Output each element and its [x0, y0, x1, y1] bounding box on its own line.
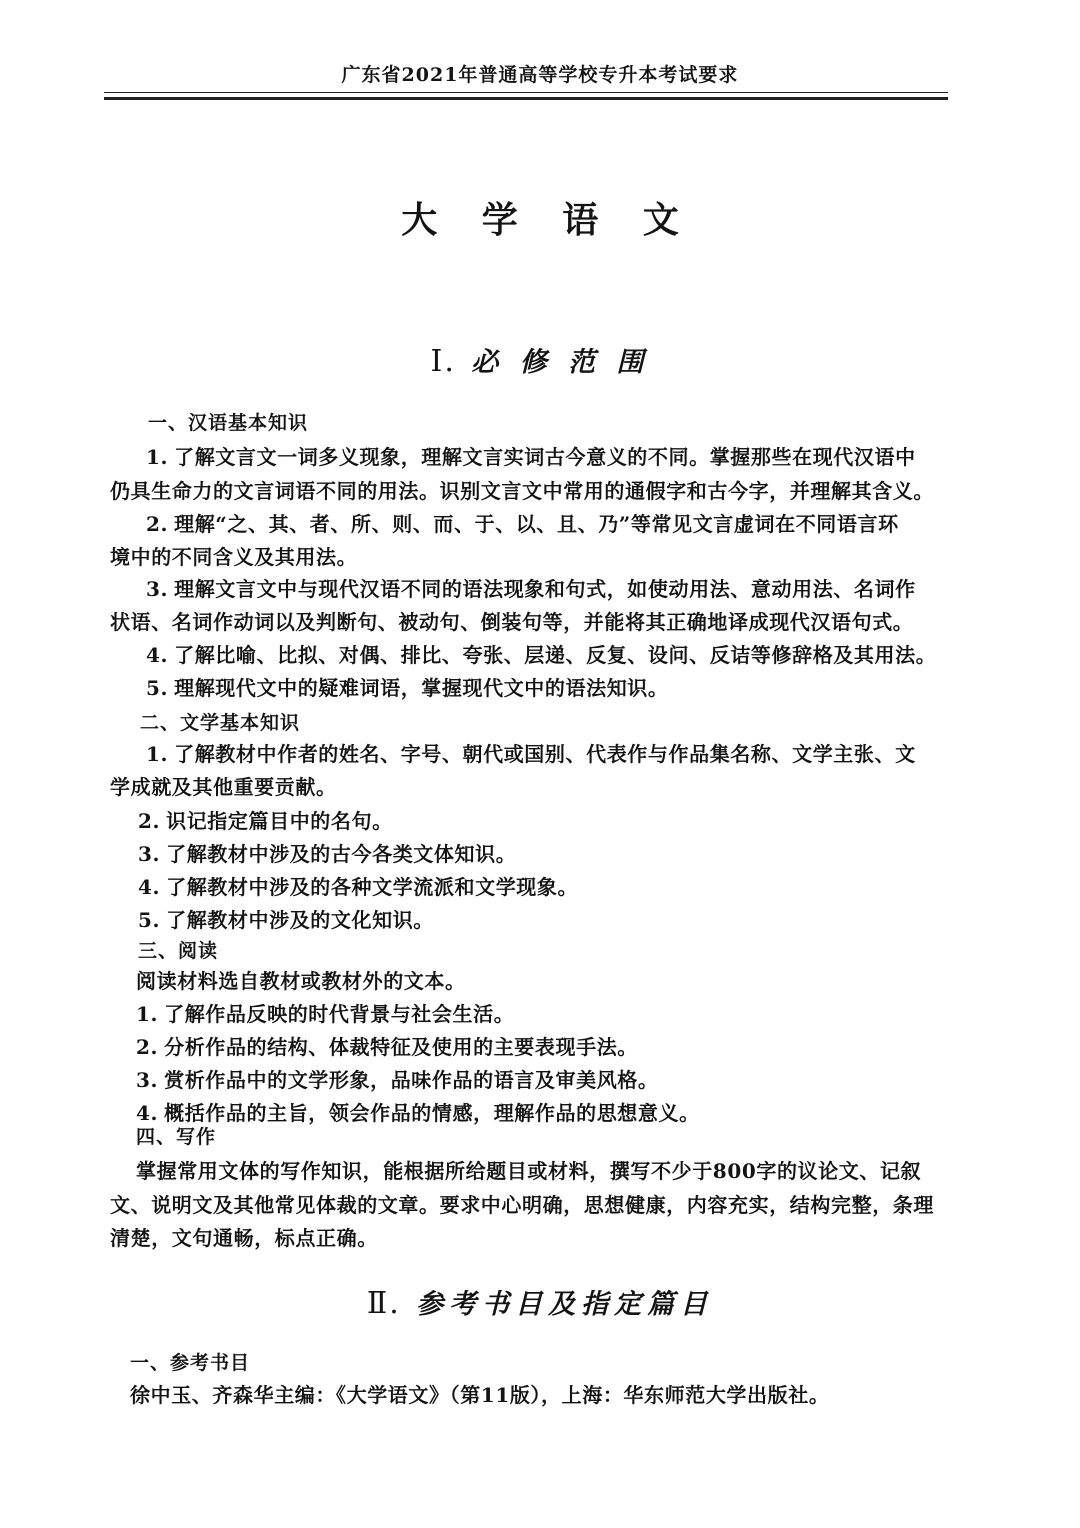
part2-item3: 3. 了解教材中涉及的古今各类文体知识。	[138, 842, 517, 866]
part1-heading: 一、汉语基本知识	[148, 412, 309, 434]
part1-item3-line1: 3. 理解文言文中与现代汉语不同的语法现象和句式，如使动用法、意动用法、名词作	[146, 577, 916, 601]
part1-item1-line1: 1. 了解文言文一词多义现象，理解文言实词古今意义的不同。掌握那些在现代汉语中	[146, 445, 916, 469]
section2-title-text: 参考书目及指定篇目	[416, 1289, 714, 1320]
part2-item1-line2: 学成就及其他重要贡献。	[110, 775, 337, 799]
part4-line1: 掌握常用文体的写作知识，能根据所给题目或材料，撰写不少于800字的议论文、记叙	[136, 1159, 922, 1183]
part1-item1-line2: 仍具生命力的文言词语不同的用法。识别文言文中常用的通假字和古今字，并理解其含义。	[110, 479, 934, 503]
part2-item2: 2. 识记指定篇目中的名句。	[138, 809, 393, 833]
part2-item1-line1: 1. 了解教材中作者的姓名、字号、朝代或国别、代表作与作品集名称、文学主张、文	[146, 742, 916, 766]
part3-item2: 2. 分析作品的结构、体裁特征及使用的主要表现手法。	[136, 1035, 638, 1059]
part1-item3-line2: 状语、名词作动词以及判断句、被动句、倒装句等，并能将其正确地译成现代汉语句式。	[110, 610, 914, 634]
part3-item3: 3. 赏析作品中的文学形象，品味作品的语言及审美风格。	[136, 1068, 659, 1092]
section2-title	[0, 1282, 1080, 1321]
document-title: 大 学 语 文	[401, 199, 695, 241]
section1-title-text: 必 修 范 围	[471, 347, 650, 378]
part2-item4: 4. 了解教材中涉及的各种文学流派和文学现象。	[138, 875, 579, 899]
part1-item2-line2: 境中的不同含义及其用法。	[110, 545, 358, 569]
running-header: 广东省2021年普通高等学校专升本考试要求	[341, 64, 739, 86]
part1-item5: 5. 理解现代文中的疑难词语，掌握现代文中的语法知识。	[146, 676, 669, 700]
header-rule-thick	[104, 97, 948, 100]
reference-book: 徐中玉、齐森华主编：《大学语文》（第11版），上海：华东师范大学出版社。	[130, 1383, 830, 1407]
part1-item4: 4. 了解比喻、比拟、对偶、排比、夸张、层递、反复、设问、反诘等修辞格及其用法。	[146, 643, 937, 667]
part3-intro: 阅读材料选自教材或教材外的文本。	[136, 969, 466, 993]
part3-item4: 4. 概括作品的主旨，领会作品的情感，理解作品的思想意义。	[136, 1101, 700, 1125]
part3-item1: 1. 了解作品反映的时代背景与社会生活。	[136, 1002, 515, 1026]
section1-numeral: Ⅰ.	[430, 344, 456, 379]
part2-heading: 二、文学基本知识	[140, 712, 301, 734]
part4-line2: 文、说明文及其他常见体裁的文章。要求中心明确，思想健康，内容充实，结构完整，条理	[110, 1193, 934, 1217]
part1-item2-line1: 2. 理解“之、其、者、所、则、而、于、以、且、乃”等常见文言虚词在不同语言环	[146, 512, 899, 536]
section1-title	[0, 340, 1080, 379]
part3-heading: 三、阅读	[138, 940, 219, 962]
part2-item5: 5. 了解教材中涉及的文化知识。	[138, 908, 434, 932]
part4-line3: 清楚，文句通畅，标点正确。	[110, 1226, 378, 1250]
header-rule-thin	[104, 92, 948, 93]
section2-numeral: Ⅱ.	[366, 1286, 401, 1321]
section2-part1-heading: 一、参考书目	[130, 1352, 251, 1374]
part4-heading: 四、写作	[136, 1126, 217, 1148]
